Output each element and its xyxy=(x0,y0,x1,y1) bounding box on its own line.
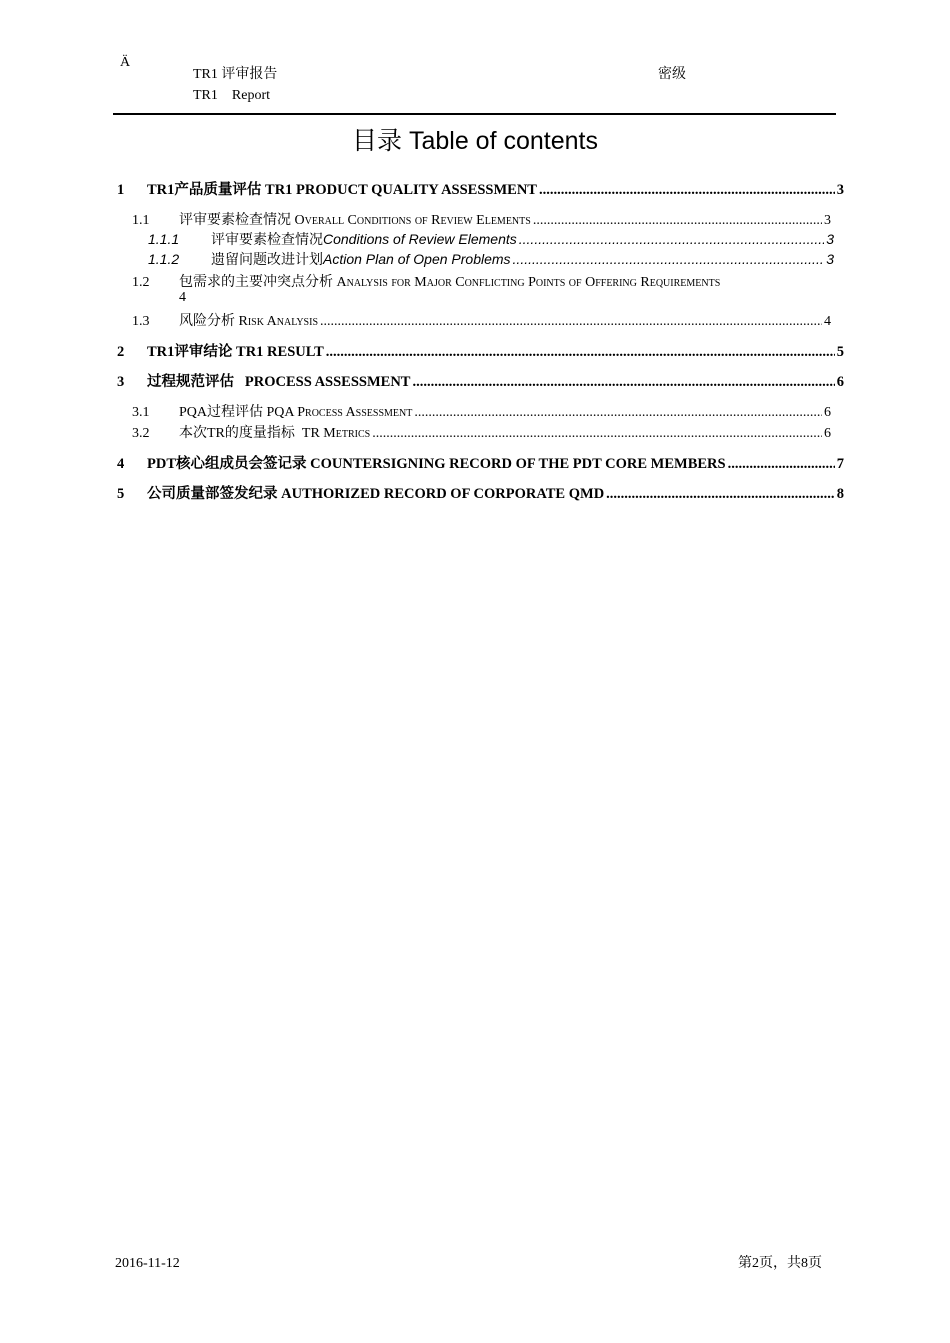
toc-entry-number: 5 xyxy=(117,486,125,502)
toc-leader-dots xyxy=(414,405,822,421)
toc-leader-dots xyxy=(412,374,834,391)
toc-entry-page: 6 xyxy=(824,405,831,420)
toc-leader-dots xyxy=(728,456,835,473)
toc-entry-1[interactable] xyxy=(117,178,844,199)
toc-entry-label: 过程规范评估 PROCESS ASSESSMENT xyxy=(147,374,411,390)
toc-entry-number: 3.2 xyxy=(132,426,150,441)
toc-entry-number: 2 xyxy=(117,344,125,360)
toc-leader-dots xyxy=(372,426,822,442)
header-classification: 密级 xyxy=(658,67,686,82)
toc-entry-1-1[interactable] xyxy=(132,209,831,229)
toc-entry-number: 1 xyxy=(117,182,125,198)
toc-entry-page: 6 xyxy=(836,374,844,390)
toc-entry-4[interactable] xyxy=(117,452,844,473)
toc-entry-page: 7 xyxy=(836,456,844,472)
toc-entry-label: 公司质量部签发纪录 AUTHORIZED RECORD OF CORPORATE QMD xyxy=(147,486,605,502)
toc-entry-page: 4 xyxy=(179,290,186,305)
toc-entry-3-1[interactable] xyxy=(132,401,831,421)
footer-page-info: 第2页，共8页 xyxy=(738,1256,822,1271)
header-title-zh: TR1 评审报告 xyxy=(193,67,278,82)
toc-entry-label: 评审要素检查情况 Overall Conditions of Review Elements xyxy=(179,213,531,228)
toc-leader-dots xyxy=(519,231,824,247)
toc-entry-page: 4 xyxy=(824,314,831,329)
toc-title: 目录 Table of contents xyxy=(352,127,598,155)
toc-entry-number: 1.3 xyxy=(132,314,150,329)
toc-entry-label: 本次TR的度量指标 TR Metrics xyxy=(179,426,371,441)
toc-entry-label: TR1评审结论 TR1 RESULT xyxy=(147,344,324,360)
toc-entry-label: 遗留问题改进计划Action Plan of Open Problems xyxy=(211,251,511,268)
toc-leader-dots xyxy=(533,213,822,229)
toc-entry-3[interactable] xyxy=(117,370,844,391)
footer-date: 2016-11-12 xyxy=(115,1256,180,1271)
toc-entry-label: 风险分析 Risk Analysis xyxy=(179,314,319,329)
toc-entry-page: 3 xyxy=(826,251,834,267)
toc-leader-dots xyxy=(539,182,835,199)
toc-entry-label: 评审要素检查情况Conditions of Review Elements xyxy=(211,231,517,248)
toc-entry-page: 3 xyxy=(824,213,831,228)
toc-entry-number: 1.2 xyxy=(132,275,150,290)
toc-entry-1-1-1[interactable] xyxy=(148,229,834,249)
toc-entry-1-2[interactable] xyxy=(132,271,831,291)
toc-entry-3-2[interactable] xyxy=(132,422,831,442)
toc-entry-1-3[interactable] xyxy=(132,310,831,330)
toc-entry-page: 3 xyxy=(836,182,844,198)
toc-entry-5[interactable] xyxy=(117,482,844,503)
toc-entry-label: 包需求的主要冲突点分析 Analysis for Major Conflicting Points of Offering Requirements xyxy=(179,275,721,290)
toc-leader-dots xyxy=(320,314,822,330)
toc-entry-label: TR1产品质量评估 TR1 PRODUCT QUALITY ASSESSMENT xyxy=(147,182,537,198)
toc-entry-1-1-2[interactable] xyxy=(148,249,834,269)
toc-entry-number: 4 xyxy=(117,456,125,472)
toc-leader-dots xyxy=(326,344,835,361)
header-title-en: TR1 Report xyxy=(193,88,270,103)
toc-entry-number: 3 xyxy=(117,374,125,390)
toc-entry-number: 1.1.1 xyxy=(148,231,180,247)
toc-entry-page: 5 xyxy=(836,344,844,360)
toc-entry-page: 8 xyxy=(836,486,844,502)
toc-entry-number: 1.1.2 xyxy=(148,251,180,267)
toc-entry-page: 6 xyxy=(824,426,831,441)
toc-entry-number: 3.1 xyxy=(132,405,150,420)
toc-entry-number: 1.1 xyxy=(132,213,150,228)
header-rule xyxy=(113,113,836,115)
toc-entry-2[interactable] xyxy=(117,340,844,361)
toc-leader-dots xyxy=(513,251,825,267)
toc-entry-label: PDT核心组成员会签记录 COUNTERSIGNING RECORD OF THE PDT CORE MEMBERS xyxy=(147,456,726,472)
toc-leader-dots xyxy=(606,486,835,503)
toc-entry-page: 3 xyxy=(826,231,834,247)
header-mark: Ä xyxy=(120,55,131,70)
toc-entry-label: PQA过程评估 PQA Process Assessment xyxy=(179,405,413,420)
